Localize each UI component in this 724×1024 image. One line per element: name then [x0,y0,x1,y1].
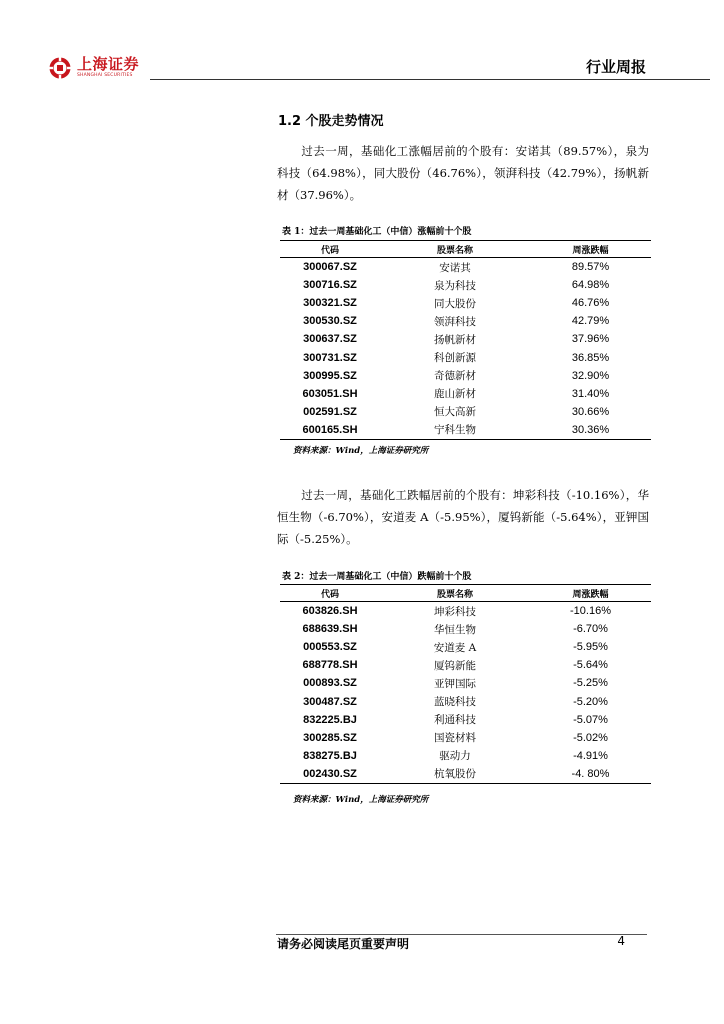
weekly-change-cell: -5.07% [573,713,608,726]
stock-code-cell: 002430.SZ [280,765,380,784]
table-row [280,765,651,784]
col-header-name: 股票名称 [380,585,530,602]
col-header-code: 代码 [280,241,380,258]
table-row [280,421,651,440]
weekly-change-cell: 46.76% [571,297,610,310]
table-row [280,367,651,385]
stock-name-cell: 国瓷材料 [434,732,476,745]
col-header-name: 股票名称 [380,241,530,258]
weekly-change-cell: 30.36% [530,421,651,440]
stock-name-cell: 同大股份 [434,297,476,310]
weekly-change-cell: 37.96% [571,333,610,346]
table-row [280,312,651,330]
logo-seal-icon [48,56,72,80]
stock-name-cell: 利通科技 [434,714,476,727]
table-row [280,747,651,765]
table-row [280,711,651,729]
stock-name-cell: 宁科生物 [380,421,530,440]
stock-code-cell: 603826.SH [302,605,358,618]
paragraph-gainers-text: 过去一周，基础化工涨幅居前的个股有：安诺其（89.57%），泉为科技（64.98%），同大股份（46.76%），领湃科技（42.79%），扬帆新材（37.96%）。 [277,144,649,202]
stock-name-cell: 华恒生物 [434,623,476,636]
table-row [280,403,651,421]
table-row [280,385,651,403]
stock-name-cell: 科创新源 [434,352,476,365]
weekly-change-cell: 42.79% [571,315,610,328]
weekly-change-cell: -5.25% [573,677,608,690]
page-header [0,0,724,90]
table2-caption: 表 2：过去一周基础化工（中信）跌幅前十个股 [282,572,472,582]
stock-code-cell: 300995.SZ [303,369,357,382]
stock-name-cell: 鹿山新材 [434,388,476,401]
col-header-change: 周涨跌幅 [530,241,651,258]
weekly-change-cell: -5.02% [573,731,608,744]
stock-code-cell: 688639.SH [302,623,358,636]
table-row [280,294,651,312]
stock-name-cell: 坤彩科技 [434,605,476,618]
stock-name-cell: 杭氧股份 [380,765,530,784]
table-row [280,276,651,294]
logo-name-cn: 上海证券 [77,55,140,74]
weekly-change-cell: -6.70% [573,623,608,636]
stock-code-cell: 688778.SH [302,659,358,672]
weekly-change-cell: -5.64% [573,659,608,672]
stock-code-cell: 300487.SZ [303,695,357,708]
stock-code-cell: 300285.SZ [303,731,357,744]
header-divider [150,79,710,80]
stock-code-cell: 000553.SZ [303,641,357,654]
table-row [280,620,651,638]
stock-code-cell: 603051.SH [302,387,358,400]
paragraph-losers-text: 过去一周，基础化工跌幅居前的个股有：坤彩科技（-10.16%），华恒生物（-6.70%），安道麦 A（-5.95%），厦钨新能（-5.64%），亚钾国际（-5.25%）。 [277,488,649,546]
weekly-change-cell: 36.85% [571,351,610,364]
stock-code-cell: 600165.SH [280,421,380,440]
stock-name-cell: 厦钨新能 [434,659,476,672]
table-row [280,638,651,656]
stock-code-cell: 300637.SZ [303,333,357,346]
weekly-change-cell: -5.95% [573,641,608,654]
weekly-change-cell: 64.98% [571,279,610,292]
table-row [280,656,651,674]
report-type-label: 行业周报 [585,58,646,76]
logo-name-en: SHANGHAI SECURITIES [77,73,133,79]
table-row [280,602,651,621]
table-row [280,692,651,710]
table-row [280,674,651,692]
weekly-change-cell: 30.66% [571,405,610,418]
stock-code-cell: 300731.SZ [303,351,357,364]
table-row [280,348,651,366]
table1-source: 资料来源：Wind，上海证券研究所 [293,446,429,456]
gainers-table [280,240,651,440]
weekly-change-cell: 32.90% [571,369,610,382]
table2-source: 资料来源：Wind，上海证券研究所 [293,795,429,805]
table1-caption: 表 1：过去一周基础化工（中信）涨幅前十个股 [282,227,472,237]
col-header-code: 代码 [280,585,380,602]
weekly-change-cell: 89.57% [571,261,610,274]
stock-name-cell: 蓝晓科技 [434,696,476,709]
stock-code-cell: 832225.BJ [303,713,357,726]
stock-code-cell: 000893.SZ [303,677,357,690]
stock-code-cell: 838275.BJ [303,749,357,762]
stock-name-cell: 安道麦 A [433,641,477,654]
stock-name-cell: 泉为科技 [434,279,476,292]
stock-name-cell: 亚钾国际 [434,677,476,690]
weekly-change-cell: -10.16% [570,605,611,618]
section-title: 1.2 个股走势情况 [278,114,384,129]
stock-code-cell: 300067.SZ [303,261,357,274]
stock-code-cell: 300530.SZ [303,315,357,328]
stock-name-cell: 驱动力 [439,750,471,763]
weekly-change-cell: 31.40% [571,387,610,400]
stock-code-cell: 002591.SZ [303,405,357,418]
table-row [280,729,651,747]
table-header-row [280,585,651,602]
stock-name-cell: 安诺其 [439,261,471,274]
weekly-change-cell: -4.91% [573,749,608,762]
disclaimer-note: 请务必阅读尾页重要声明 [277,937,410,951]
paragraph-gainers [277,140,649,206]
stock-name-cell: 恒大高新 [434,406,476,419]
page-number: 4 [617,934,625,948]
table-row [280,330,651,348]
stock-code-cell: 300321.SZ [303,297,357,310]
table-row [280,258,651,277]
stock-code-cell: 300716.SZ [303,279,357,292]
company-logo [48,56,139,80]
col-header-change: 周涨跌幅 [530,585,651,602]
stock-name-cell: 领湃科技 [434,315,476,328]
stock-name-cell: 扬帆新材 [434,333,476,346]
stock-name-cell: 奇德新材 [434,370,476,383]
paragraph-losers [277,484,649,550]
weekly-change-cell: -4. 80% [530,765,651,784]
table-header-row [280,241,651,258]
weekly-change-cell: -5.20% [573,695,608,708]
losers-table [280,584,651,784]
